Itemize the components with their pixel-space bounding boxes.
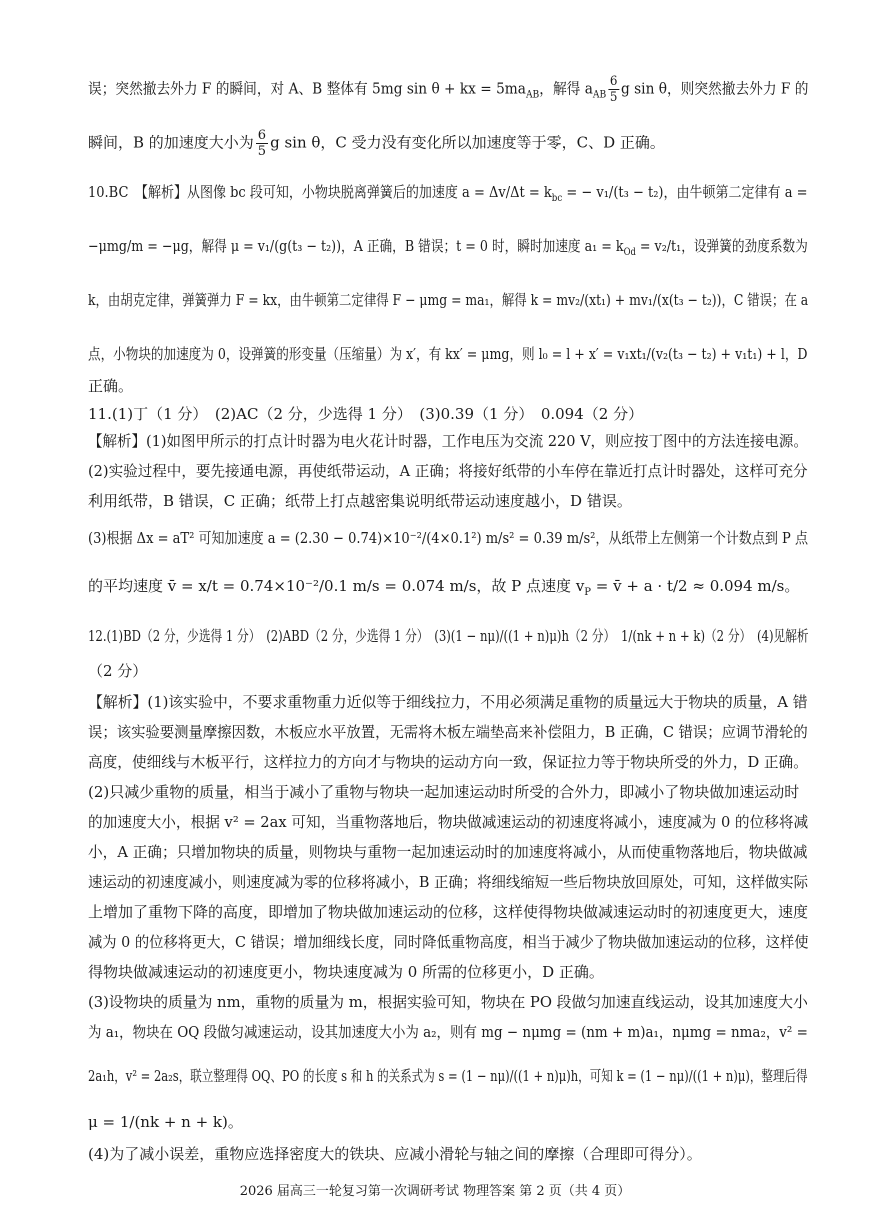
text-line — [88, 962, 808, 982]
line-fragment: 2a₁h，v² = 2a₂s，联立整理得 OQ、PO 的长度 s 和 h 的关系式为 s = (1 − nμ)/((1 + n)μ)h，可知 k = (1 − nμ)/((1 + n)μ)，整理后得 — [88, 1067, 808, 1085]
line-fragment: (2)实验过程中，要先接通电源，再使纸带运动，A 正确；将接好纸带的小车停在靠近打点计时器处，这样可充分 — [88, 462, 808, 480]
text-line — [88, 782, 808, 802]
fraction — [256, 128, 268, 159]
line-fragment: = v₂/t₁，设弹簧的劲度系数为 — [635, 237, 808, 255]
text-line — [88, 236, 808, 263]
line-fragment: 上增加了重物下降的高度，即增加了物块做加速运动的位移，这样使得物块做减速运动时的初速度更大，速度 — [88, 903, 809, 921]
text-line — [88, 692, 808, 712]
line-fragment: 得物块做减速运动的初速度更小，物块速度减为 0 所需的位移更小，D 正确。 — [88, 963, 604, 981]
text-line — [88, 576, 808, 603]
line-fragment: g sin θ，则突然撤去外力 F 的 — [621, 79, 809, 98]
text-line — [88, 902, 808, 922]
line-fragment: g sin θ，C 受力没有变化所以加速度等于零，C、D 正确。 — [270, 133, 665, 152]
text-line — [88, 1022, 808, 1042]
line-fragment: 【解析】(1)如图甲所示的打点计时器为电火花计时器，工作电压为交流 220 V，则应按丁图中的方法连接电源。 — [88, 432, 808, 450]
page-footer: 2026 届高三一轮复习第一次调研考试 物理答案 第 2 页（共 4 页） — [239, 1184, 631, 1199]
line-fragment: 误；突然撤去外力 F 的瞬间，对 A、B 整体有 5mg sin θ + kx = 5ma — [88, 79, 526, 98]
numerator: 6 — [257, 128, 267, 143]
line-fragment: 12.(1)BD（2 分，少选得 1 分） (2)ABD（2 分，少选得 1 分） (3)(1 − nμ)/((1 + n)μ)h（2 分） 1/(nk + n + k)（2 分） (4)见解析 — [88, 627, 809, 645]
line-fragment: 高度，使细线与木板平行，这样拉力的方向才与物块的运动方向一致，保证拉力等于物块所受的外力，D 正确。 — [88, 753, 808, 771]
text-line — [88, 290, 809, 310]
text-line — [88, 992, 808, 1012]
subscript: AB — [525, 89, 540, 101]
denominator: 5 — [609, 90, 618, 105]
line-fragment: −μmg/m = −μg，解得 μ = v₁/(g(t₃ − t₂))，A 正确，B 错误；t = 0 时，瞬时加速度 a₁ = k — [88, 237, 624, 255]
subscript: AB — [592, 89, 607, 101]
line-fragment: 的平均速度 v̄ = x/t = 0.74×10⁻²/0.1 m/s = 0.074 m/s，故 P 点速度 v — [88, 577, 585, 595]
line-fragment: 点，小物块的加速度为 0，设弹簧的形变量（压缩量）为 x′，有 kx′ = μmg，则 l₀ = l + x′ = v₁xt₁/(v₂(t₃ − t₂) + v₁t₁) + l，D — [88, 345, 808, 363]
text-line — [88, 431, 808, 451]
numerator: 6 — [609, 74, 618, 89]
text-line — [88, 376, 808, 396]
text-line — [88, 461, 808, 481]
line-fragment: 为 a₁，物块在 OQ 段做匀减速运动，设其加速度大小为 a₂，则有 mg − nμmg = (nm + m)a₁，nμmg = nma₂，v² = — [88, 1023, 808, 1041]
subscript: Od — [623, 247, 636, 258]
line-fragment: 【解析】(1)该实验中，不要求重物重力近似等于细线拉力，不用必须满足重物的质量远大于物块的质量，A 错 — [88, 693, 808, 711]
line-fragment: = − v₁/(t₃ − t₂)，由牛顿第二定律有 a = — [562, 183, 808, 201]
text-line — [88, 528, 809, 548]
line-fragment: 11.(1)丁（1 分） (2)AC（2 分，少选得 1 分） (3)0.39（1 分） 0.094（2 分） — [88, 405, 644, 423]
text-line — [88, 1112, 808, 1132]
line-fragment: 正确。 — [88, 377, 134, 395]
text-line — [88, 626, 809, 646]
subscript: bc — [551, 193, 563, 204]
line-fragment: (3)根据 Δx = aT² 可知加速度 a = (2.30 − 0.74)×10⁻²/(4×0.1²) m/s² = 0.39 m/s²，从纸带上左侧第一个计数点到 P 点 — [88, 529, 809, 547]
line-fragment: = v̄ + a · t/2 ≈ 0.094 m/s。 — [591, 577, 800, 595]
text-line — [88, 74, 809, 106]
subscript: P — [584, 587, 592, 598]
line-fragment: （2 分） — [88, 662, 148, 680]
line-fragment: 利用纸带，B 错误，C 正确；纸带上打点越密集说明纸带运动速度越小，D 错误。 — [88, 492, 632, 510]
line-fragment: ，解得 a — [539, 79, 593, 98]
text-line — [88, 1144, 808, 1164]
line-fragment: k，由胡克定律，弹簧弹力 F = kx，由牛顿第二定律得 F − μmg = ma₁，解得 k = mv₂/(xt₁) + mv₁/(x(t₃ − t₂))，C 错误；在 a — [88, 291, 809, 309]
line-fragment: 速运动的初速度减小，则速度减为零的位移将减小，B 正确；将细线缩短一些后物块放回原处，可知，这样做实际 — [88, 873, 809, 891]
text-line — [88, 842, 808, 862]
text-line — [88, 812, 809, 832]
line-fragment: (4)为了减小误差，重物应选择密度大的铁块、应减小滑轮与轴之间的摩擦（合理即可得分）。 — [88, 1145, 702, 1163]
line-fragment: (3)设物块的质量为 nm，重物的质量为 m，根据实验可知，物块在 PO 段做匀加速直线运动，设其加速度大小 — [88, 993, 808, 1011]
text-line — [88, 182, 808, 209]
text-line — [88, 872, 809, 892]
text-line — [88, 404, 808, 424]
line-fragment: μ = 1/(nk + n + k)。 — [88, 1113, 243, 1131]
text-line — [88, 722, 808, 742]
line-fragment: 误；该实验要测量摩擦因数，木板应水平放置，无需将木板左端垫高来补偿阻力，B 正确，C 错误；应调节滑轮的 — [88, 723, 808, 741]
line-fragment: 10.BC 【解析】从图像 bc 段可知，小物块脱离弹簧后的加速度 a = Δv/Δt = k — [88, 183, 552, 201]
fraction — [608, 74, 619, 105]
denominator: 5 — [257, 144, 267, 159]
text-line — [88, 1066, 808, 1086]
text-line — [88, 491, 808, 511]
text-line — [88, 752, 808, 772]
text-line — [88, 344, 808, 364]
line-fragment: (2)只减少重物的质量，相当于减小了重物与物块一起加速运动时所受的合外力，即减小了物块做加速运动时 — [88, 783, 800, 801]
line-fragment: 减为 0 的位移将更大，C 错误；增加细线长度，同时降低重物高度，相当于减少了物块做加速运动的位移，这样使 — [88, 933, 809, 951]
text-line — [88, 661, 808, 681]
text-line — [88, 932, 809, 952]
line-fragment: 瞬间，B 的加速度大小为 — [88, 133, 254, 152]
line-fragment: 小，A 正确；只增加物块的质量，则物块与重物一起加速运动时的加速度将减小，从而使重物落地后，物块做减 — [88, 843, 808, 861]
text-line — [88, 128, 808, 159]
line-fragment: 的加速度大小，根据 v² = 2ax 可知，当重物落地后，物块做减速运动的初速度将减小，速度减为 0 的位移将减 — [88, 813, 809, 831]
